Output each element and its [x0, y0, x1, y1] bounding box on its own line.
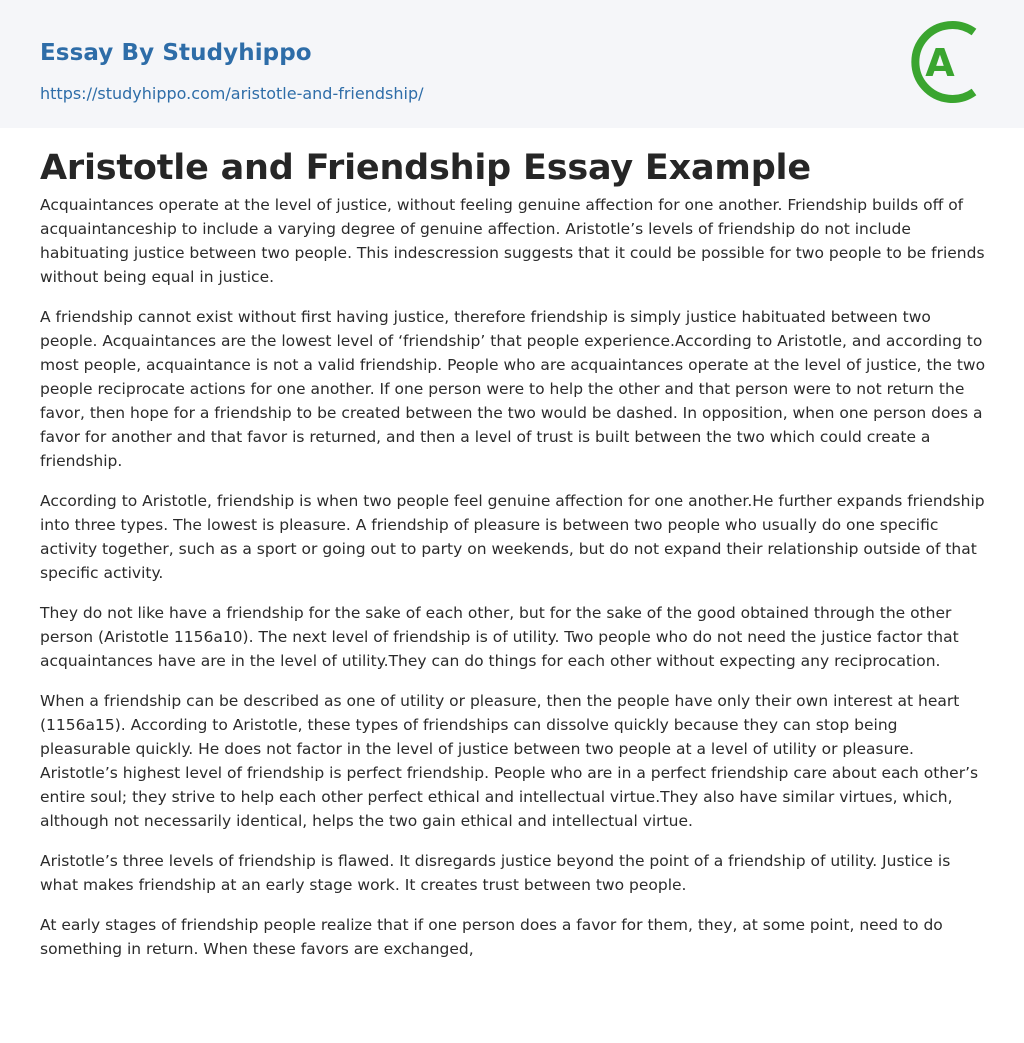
article-paragraph: Acquaintances operate at the level of justice, without feeling genuine affection for one another. Friendship builds off of acquaintanceship to include a varying degree of genuine affection. Aristotle’s levels of friendship do not include habituating justice between two people. This indescression suggests that it could be possible for two people to be friends without being equal in justice.	[40, 196, 985, 286]
page-title: Aristotle and Friendship Essay Example	[40, 148, 811, 188]
site-brand[interactable]: Essay By Studyhippo	[40, 40, 312, 66]
article	[0, 128, 1024, 961]
logo-letter: A	[925, 41, 955, 85]
article-paragraph: Aristotle’s three levels of friendship is flawed. It disregards justice beyond the point of a friendship of utility. Justice is what makes friendship at an early stage work. It creates trust between two people.	[40, 852, 951, 894]
article-paragraph: At early stages of friendship people realize that if one person does a favor for them, they, at some point, need to do something in return. When these favors are exchanged,	[40, 916, 943, 958]
article-paragraph: When a friendship can be described as one of utility or pleasure, then the people have only their own interest at heart (1156a15). According to Aristotle, these types of friendships can dissolve quickly because they can stop being pleasurable quickly. He does not factor in the level of justice between two people at a level of utility or pleasure. Aristotle’s highest level of friendship is perfect friendship. People who are in a perfect friendship care about each other’s entire soul; they strive to help each other perfect ethical and intellectual virtue.They also have similar virtues, which, although not necessarily identical, helps the two gain ethical and intellectual virtue.	[40, 692, 979, 830]
page-url-link[interactable]: https://studyhippo.com/aristotle-and-friendship/	[40, 84, 424, 103]
article-paragraph: They do not like have a friendship for the sake of each other, but for the sake of the good obtained through the other person (Aristotle 1156a10). The next level of friendship is of utility. Two people who do not need the justice factor that acquaintances have are in the level of utility.They can do things for each other without expecting any reciprocation.	[40, 604, 959, 670]
site-header	[0, 0, 1024, 128]
article-paragraph: A friendship cannot exist without first having justice, therefore friendship is simply justice habituated between two people. Acquaintances are the lowest level of ‘friendship’ that people experience.According to Aristotle, and according to most people, acquaintance is not a valid friendship. People who are acquaintances operate at the level of justice, the two people reciprocate actions for one another. If one person were to help the other and that person were to not return the favor, then hope for a friendship to be created between the two would be dashed. In opposition, when one person does a favor for another and that favor is returned, and then a level of trust is built between the two which could create a friendship.	[40, 308, 986, 470]
article-paragraph: According to Aristotle, friendship is when two people feel genuine affection for one another.He further expands friendship into three types. The lowest is pleasure. A friendship of pleasure is between two people who usually do one specific activity together, such as a sport or going out to party on weekends, but do not expand their relationship outside of that specific activity.	[40, 492, 985, 582]
studyhippo-logo-icon[interactable]	[908, 18, 988, 106]
